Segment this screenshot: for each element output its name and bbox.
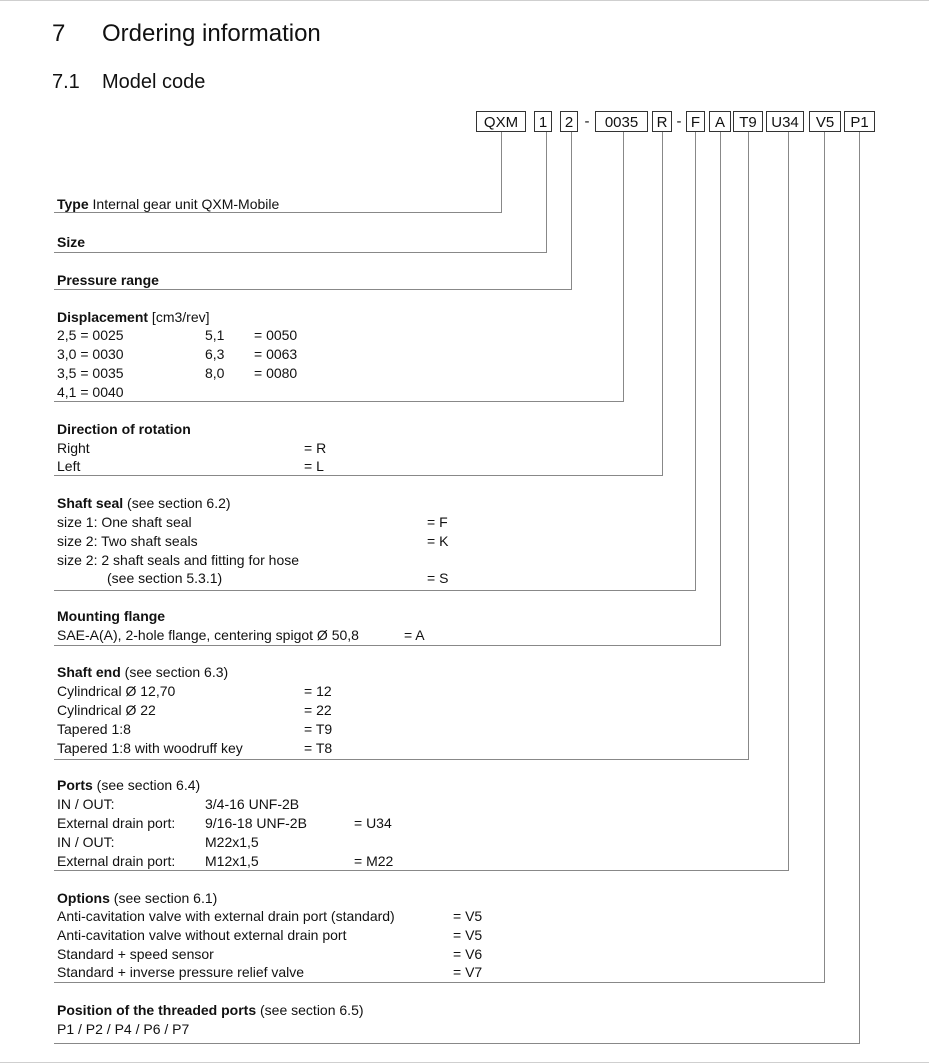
- shaft-end-row-label: Cylindrical Ø 12,70: [57, 683, 176, 699]
- section-heading: [52, 20, 321, 48]
- shaft-end-row-code: = 22: [304, 702, 332, 718]
- connector-line-threaded-ports: [859, 132, 860, 1043]
- code-box-rotation: R: [652, 111, 672, 132]
- shaft-end-heading: [57, 663, 228, 681]
- ports-title: Ports: [57, 777, 93, 793]
- type-row: [57, 195, 279, 213]
- options-row-code: = V6: [453, 946, 483, 962]
- threaded-ports-heading: [57, 1001, 364, 1019]
- separator-ports: [54, 870, 789, 871]
- flange-code: = A: [404, 627, 425, 643]
- displacement-row-value: 5,1: [205, 327, 225, 343]
- shaft-seal-row-code: = K: [427, 533, 449, 549]
- options-row-code: = V5: [453, 927, 483, 943]
- displacement-row-label: 3,0 = 0030: [57, 346, 124, 362]
- displacement-note: [cm3/rev]: [148, 309, 210, 325]
- code-box-shaft-end: T9: [733, 111, 763, 132]
- displacement-row-value: 8,0: [205, 365, 225, 381]
- ports-row-code: = U34: [354, 815, 392, 831]
- rotation-row-code: = R: [304, 440, 327, 456]
- displacement-title: Displacement: [57, 309, 149, 325]
- code-dash: -: [676, 113, 682, 130]
- shaft-seal-heading: [57, 494, 231, 512]
- connector-line-type: [501, 132, 502, 212]
- shaft-end-row-code: = 12: [304, 683, 332, 699]
- ports-row-thread: 9/16-18 UNF-2B: [205, 815, 307, 831]
- displacement-row-label: 4,1 = 0040: [57, 384, 124, 400]
- separator-shaft-seal: [54, 590, 696, 591]
- rotation-row-code: = L: [304, 458, 324, 474]
- shaft-end-row-code: = T8: [304, 740, 333, 756]
- code-dash: -: [584, 113, 590, 130]
- flange-text: SAE-A(A), 2-hole flange, centering spigot Ø 50,8: [57, 627, 359, 643]
- options-title: Options: [57, 890, 110, 906]
- options-row-code: = V7: [453, 964, 483, 980]
- separator-pressure: [54, 289, 572, 290]
- connector-line-shaft-end: [748, 132, 749, 759]
- code-box-flange: A: [709, 111, 731, 132]
- rotation-row-label: Right: [57, 440, 90, 456]
- pressure-title: Pressure range: [57, 272, 159, 288]
- ports-row-thread: M12x1,5: [205, 853, 259, 869]
- shaft-seal-row-label: size 1: One shaft seal: [57, 514, 192, 530]
- displacement-row-value: 6,3: [205, 346, 225, 362]
- shaft-end-title: Shaft end: [57, 664, 121, 680]
- threaded-ports-text: P1 / P2 / P4 / P6 / P7: [57, 1021, 190, 1037]
- type-title: Type: [57, 196, 89, 212]
- ports-row-label: IN / OUT:: [57, 796, 115, 812]
- shaft-seal-title: Shaft seal: [57, 495, 124, 511]
- code-box-options: V5: [809, 111, 841, 132]
- shaft-seal-note: (see section 6.2): [123, 495, 231, 511]
- size-title: Size: [57, 234, 86, 250]
- ports-row-thread: M22x1,5: [205, 834, 259, 850]
- connector-line-pressure: [571, 132, 572, 289]
- shaft-seal-row-label: size 2: Two shaft seals: [57, 533, 198, 549]
- separator-threaded-ports: [54, 1043, 860, 1044]
- displacement-row-label: 2,5 = 0025: [57, 327, 124, 343]
- separator-displacement: [54, 401, 624, 402]
- ports-row-label: External drain port:: [57, 853, 176, 869]
- connector-line-flange: [720, 132, 721, 645]
- connector-line-options: [824, 132, 825, 982]
- connector-line-displacement: [623, 132, 624, 401]
- flange-title: Mounting flange: [57, 608, 166, 624]
- subsection-number: 7.1: [52, 71, 80, 93]
- page-top-border: [0, 0, 929, 1]
- shaft-end-note: (see section 6.3): [120, 664, 229, 680]
- threaded-ports-title: Position of the threaded ports: [57, 1002, 257, 1018]
- connector-line-shaft-seal: [695, 132, 696, 590]
- code-box-displacement: 0035: [595, 111, 648, 132]
- options-heading: [57, 889, 217, 907]
- separator-rotation: [54, 475, 663, 476]
- connector-line-ports: [788, 132, 789, 870]
- shaft-end-row-code: = T9: [304, 721, 333, 737]
- shaft-end-row-label: Tapered 1:8 with woodruff key: [57, 740, 243, 756]
- separator-size: [54, 252, 547, 253]
- options-row-code: = V5: [453, 908, 483, 924]
- ports-heading: [57, 776, 200, 794]
- shaft-seal-row-code: = S: [427, 570, 449, 586]
- shaft-seal-row-label: (see section 5.3.1): [107, 570, 223, 586]
- ports-row-code: = M22: [354, 853, 394, 869]
- ports-row-thread: 3/4-16 UNF-2B: [205, 796, 300, 812]
- shaft-seal-row-label: size 2: 2 shaft seals and fitting for hose: [57, 552, 300, 568]
- code-box-pressure: 2: [560, 111, 578, 132]
- type-text: Internal gear unit QXM-Mobile: [88, 196, 280, 212]
- separator-options: [54, 982, 825, 983]
- subsection-title: Model code: [102, 71, 206, 93]
- connector-line-size: [546, 132, 547, 252]
- options-row-label: Standard + inverse pressure relief valve: [57, 964, 305, 980]
- shaft-seal-row-code: = F: [427, 514, 448, 530]
- ports-row-label: External drain port:: [57, 815, 176, 831]
- section-title: Ordering information: [102, 20, 321, 47]
- section-number: 7: [52, 20, 66, 47]
- options-row-label: Anti-cavitation valve without external drain port: [57, 927, 347, 943]
- threaded-ports-note: (see section 6.5): [256, 1002, 364, 1018]
- displacement-row-code: = 0050: [254, 327, 298, 343]
- options-row-label: Anti-cavitation valve with external drain port (standard): [57, 908, 395, 924]
- connector-line-rotation: [662, 132, 663, 475]
- ports-row-label: IN / OUT:: [57, 834, 115, 850]
- subsection-heading: [52, 71, 205, 94]
- options-row-label: Standard + speed sensor: [57, 946, 214, 962]
- code-box-ports: U34: [766, 111, 804, 132]
- code-box-type: QXM: [476, 111, 526, 132]
- ports-note: (see section 6.4): [92, 777, 201, 793]
- code-box-threaded-ports: P1: [844, 111, 875, 132]
- code-box-shaft-seal: F: [686, 111, 705, 132]
- shaft-end-row-label: Tapered 1:8: [57, 721, 131, 737]
- options-note: (see section 6.1): [109, 890, 218, 906]
- displacement-heading: [57, 308, 210, 326]
- displacement-row-code: = 0063: [254, 346, 298, 362]
- shaft-end-row-label: Cylindrical Ø 22: [57, 702, 156, 718]
- separator-flange: [54, 645, 721, 646]
- displacement-row-label: 3,5 = 0035: [57, 365, 124, 381]
- displacement-row-code: = 0080: [254, 365, 298, 381]
- separator-shaft-end: [54, 759, 749, 760]
- rotation-row-label: Left: [57, 458, 81, 474]
- code-box-size: 1: [534, 111, 552, 132]
- rotation-title: Direction of rotation: [57, 421, 191, 437]
